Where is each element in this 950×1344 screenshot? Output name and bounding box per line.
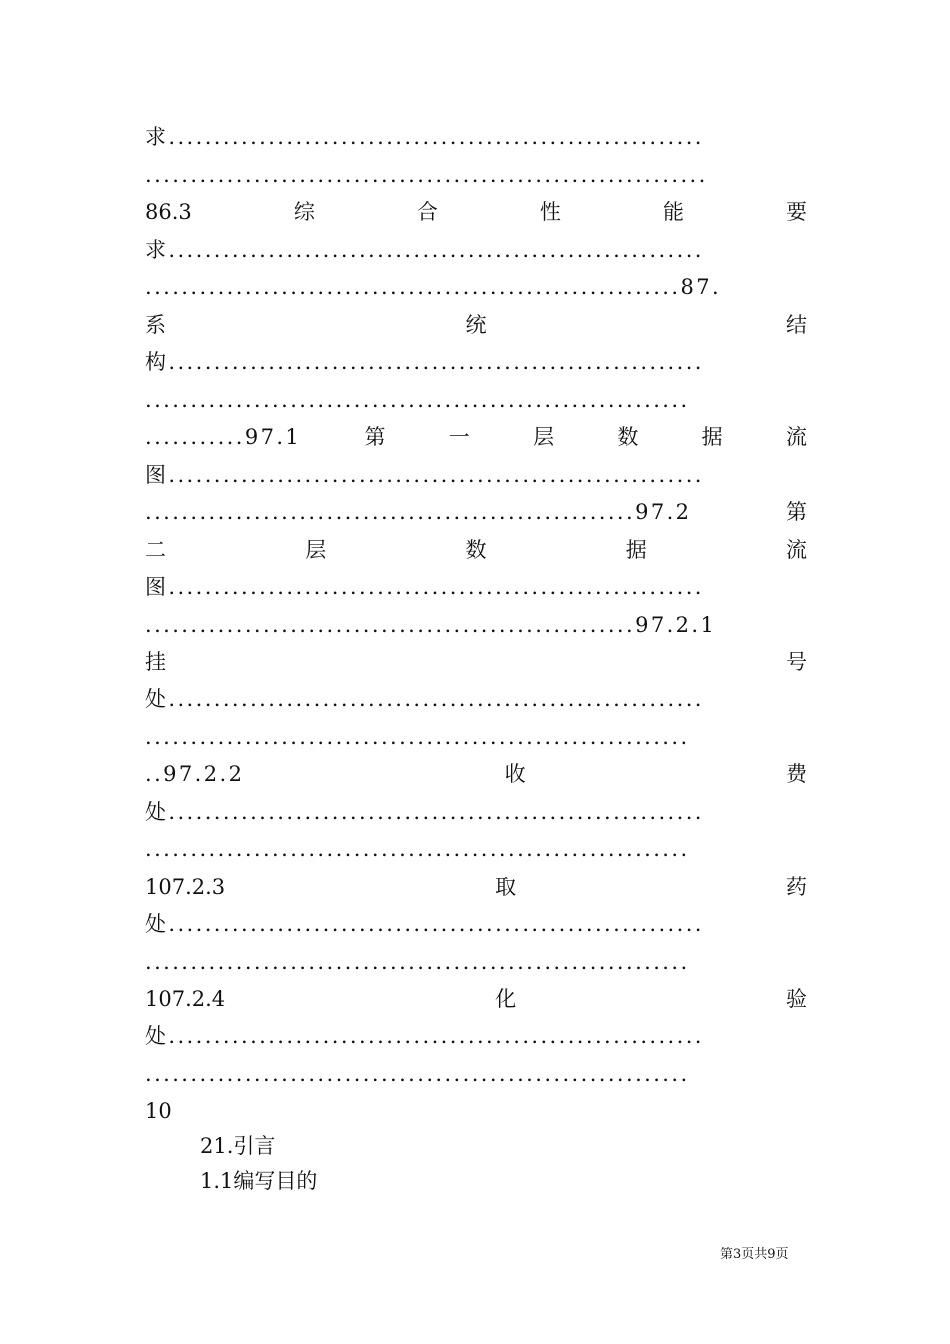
- toc-token: 统: [465, 313, 487, 337]
- toc-line-justified: [145, 497, 807, 527]
- subsection-heading: 1.1编写目的: [200, 1169, 318, 1193]
- toc-line: ......................................................97.2.1: [145, 613, 717, 637]
- toc-line: 求...........................................................: [145, 125, 704, 149]
- toc-token: ...........97.1: [145, 425, 302, 449]
- toc-token: 数: [617, 425, 639, 449]
- toc-token: 号: [786, 650, 807, 674]
- toc-token: 能: [662, 200, 684, 224]
- toc-token: 据: [701, 425, 723, 449]
- toc-line-justified: [145, 197, 807, 227]
- toc-line: ............................................................: [145, 725, 690, 749]
- toc-token: 107.2.4: [145, 987, 226, 1011]
- toc-token: 据: [625, 538, 647, 562]
- toc-token: 要: [786, 200, 807, 224]
- toc-line: ............................................................: [145, 388, 690, 412]
- toc-token: 费: [785, 762, 807, 786]
- toc-token: 二: [145, 538, 166, 562]
- toc-token: 流: [785, 425, 807, 449]
- toc-line: 10: [145, 1099, 172, 1123]
- toc-line-justified: [145, 984, 807, 1014]
- toc-token: 收: [504, 762, 526, 786]
- toc-line: 处...........................................................: [145, 687, 704, 711]
- toc-token: 挂: [145, 650, 166, 674]
- toc-line: 处...........................................................: [145, 800, 704, 824]
- toc-token: ..97.2.2: [145, 762, 245, 786]
- toc-token: 系: [145, 313, 166, 337]
- toc-token: 第: [364, 425, 386, 449]
- page-number: 第3页共9页: [720, 1247, 789, 1262]
- toc-token: 86.3: [145, 200, 192, 224]
- toc-line: ............................................................: [145, 950, 690, 974]
- toc-line: 求...........................................................: [145, 238, 704, 262]
- toc-token: 107.2.3: [145, 875, 226, 899]
- toc-token: 药: [786, 875, 807, 899]
- toc-line: 构...........................................................: [145, 350, 704, 374]
- toc-line: ..............................................................: [145, 163, 708, 187]
- toc-token: 化: [495, 987, 517, 1011]
- toc-line: ...........................................................87.: [145, 275, 722, 299]
- toc-token: 层: [305, 538, 327, 562]
- toc-line-justified: [145, 647, 807, 677]
- toc-token: ......................................................97.2: [145, 500, 692, 524]
- toc-token: 验: [786, 987, 807, 1011]
- toc-token: 层: [533, 425, 555, 449]
- toc-token: 综: [293, 200, 315, 224]
- toc-token: 结: [786, 313, 807, 337]
- toc-token: 流: [786, 538, 807, 562]
- toc-line: ............................................................: [145, 837, 690, 861]
- toc-line: ............................................................: [145, 1062, 690, 1086]
- toc-line-justified: [145, 535, 807, 565]
- toc-line: 图...........................................................: [145, 463, 704, 487]
- toc-token: 一: [448, 425, 470, 449]
- toc-token: 第: [786, 500, 807, 524]
- toc-token: 性: [539, 200, 561, 224]
- toc-token: 合: [416, 200, 438, 224]
- toc-line: 图...........................................................: [145, 575, 704, 599]
- toc-line: 处...........................................................: [145, 912, 704, 936]
- toc-line-justified: [145, 310, 807, 340]
- toc-token: 数: [465, 538, 487, 562]
- toc-line-justified: [145, 759, 807, 789]
- toc-line-justified: [145, 422, 807, 452]
- toc-line-justified: [145, 872, 807, 902]
- section-heading: 21.引言: [200, 1134, 276, 1158]
- toc-line: 处...........................................................: [145, 1024, 704, 1048]
- toc-token: 取: [495, 875, 517, 899]
